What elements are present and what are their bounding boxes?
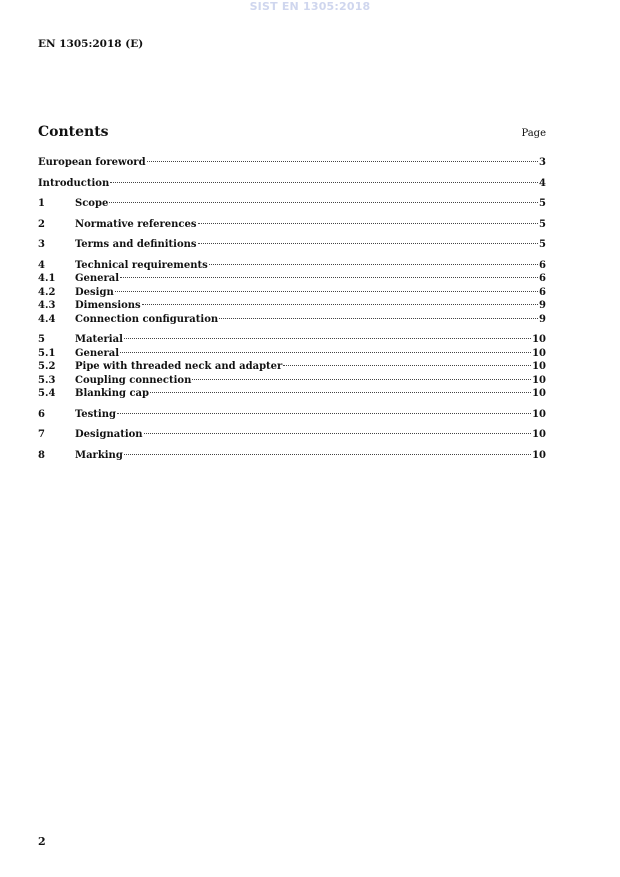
toc-group	[38, 449, 546, 463]
toc-entry-page: 3	[539, 157, 546, 168]
toc-entry-number: 4.3	[38, 300, 56, 311]
toc-entry-title: Terms and definitions	[75, 239, 197, 250]
toc-entry[interactable]	[38, 408, 546, 422]
toc-entry-number: 5.3	[38, 374, 56, 386]
toc-group	[38, 333, 546, 401]
toc-entry-number: 1	[38, 198, 45, 209]
toc-entry-number: 2	[38, 218, 45, 230]
toc-entry[interactable]	[38, 286, 546, 300]
toc-entry-title: General	[75, 273, 120, 284]
toc-entry-title: General	[75, 347, 120, 359]
toc-entry-page: 10	[532, 388, 546, 399]
dot-leader	[209, 264, 538, 265]
toc-entry-title: Design	[75, 286, 114, 298]
dot-leader	[198, 243, 539, 244]
toc-entry[interactable]	[38, 272, 546, 286]
toc-entry[interactable]	[38, 387, 546, 401]
toc-entry-page: 6	[539, 273, 546, 284]
toc-entry-page: 6	[539, 286, 546, 298]
toc-entry-number: 6	[38, 408, 45, 420]
toc-entry[interactable]	[38, 259, 546, 273]
toc-entry-number: 3	[38, 239, 45, 250]
toc-entry[interactable]	[38, 449, 546, 463]
toc-entry-number: 4.2	[38, 286, 56, 298]
dot-leader	[117, 413, 531, 414]
toc-entry-title: Testing	[75, 408, 116, 420]
toc-entry-number: 4.4	[38, 313, 56, 325]
toc-entry-title: Technical requirements	[75, 259, 208, 271]
toc-entry-number: 4.1	[38, 273, 56, 284]
toc-entry[interactable]	[38, 374, 546, 388]
dot-leader	[120, 277, 538, 278]
toc-entry[interactable]	[38, 156, 546, 170]
page-column-label: Page	[521, 128, 546, 139]
toc-group	[38, 197, 546, 211]
toc-entry-page: 5	[539, 218, 546, 230]
toc-entry-title: Coupling connection	[75, 374, 192, 386]
toc-group	[38, 238, 546, 252]
toc-entry-number: 5.1	[38, 347, 56, 359]
toc-entry[interactable]	[38, 347, 546, 361]
dot-leader	[198, 223, 539, 224]
toc-entry-title: Connection configuration	[75, 313, 219, 325]
dot-leader	[109, 202, 538, 203]
toc-entry-title: Dimensions	[75, 300, 141, 311]
toc-entry-title: Designation	[75, 429, 143, 440]
table-of-contents	[38, 156, 546, 469]
toc-entry-number: 8	[38, 449, 45, 461]
toc-entry-title: Marking	[75, 449, 123, 461]
toc-entry[interactable]	[38, 218, 546, 232]
toc-entry-page: 9	[539, 313, 546, 325]
toc-entry[interactable]	[38, 360, 546, 374]
toc-entry-title: European foreword	[38, 157, 146, 168]
toc-entry-page: 10	[532, 347, 546, 359]
toc-entry-page: 5	[539, 239, 546, 250]
toc-entry-page: 10	[532, 429, 546, 440]
toc-entry-title: Material	[75, 334, 123, 345]
toc-entry[interactable]	[38, 333, 546, 347]
watermark: SIST EN 1305:2018	[249, 0, 371, 13]
dot-leader	[150, 392, 531, 393]
toc-entry-page: 10	[532, 374, 546, 386]
toc-entry[interactable]	[38, 313, 546, 327]
toc-entry[interactable]	[38, 197, 546, 211]
dot-leader	[144, 433, 532, 434]
toc-entry-title: Pipe with threaded neck and adapter	[75, 361, 283, 372]
dot-leader	[124, 454, 531, 455]
dot-leader	[147, 161, 538, 162]
toc-entry[interactable]	[38, 238, 546, 252]
dot-leader	[110, 182, 538, 183]
toc-entry[interactable]	[38, 299, 546, 313]
toc-entry-number: 5	[38, 334, 45, 345]
toc-entry-number: 5.2	[38, 361, 56, 372]
contents-heading: Contents	[38, 124, 109, 140]
toc-entry[interactable]	[38, 428, 546, 442]
toc-entry-title: Scope	[75, 198, 109, 209]
toc-entry-title: Blanking cap	[75, 388, 150, 399]
toc-entry-page: 10	[532, 449, 546, 461]
toc-group	[38, 177, 546, 191]
dot-leader	[283, 365, 531, 366]
toc-entry-title: Normative references	[75, 218, 197, 230]
toc-entry-page: 10	[532, 361, 546, 372]
toc-group	[38, 408, 546, 422]
toc-entry[interactable]	[38, 177, 546, 191]
toc-entry-page: 5	[539, 198, 546, 209]
dot-leader	[192, 379, 531, 380]
toc-entry-page: 10	[532, 408, 546, 420]
toc-entry-page: 6	[539, 259, 546, 271]
page-number: 2	[38, 835, 46, 848]
toc-entry-number: 7	[38, 429, 45, 440]
toc-entry-number: 4	[38, 259, 45, 271]
toc-entry-page: 4	[539, 177, 546, 189]
document-id: EN 1305:2018 (E)	[38, 38, 144, 50]
toc-entry-page: 9	[539, 300, 546, 311]
dot-leader	[124, 338, 531, 339]
dot-leader	[142, 304, 538, 305]
toc-group	[38, 156, 546, 170]
toc-entry-number: 5.4	[38, 388, 56, 399]
toc-group	[38, 428, 546, 442]
dot-leader	[120, 352, 531, 353]
toc-entry-title: Introduction	[38, 177, 110, 189]
toc-group	[38, 218, 546, 232]
dot-leader	[219, 318, 538, 319]
toc-group	[38, 259, 546, 327]
toc-entry-page: 10	[532, 334, 546, 345]
dot-leader	[115, 291, 538, 292]
